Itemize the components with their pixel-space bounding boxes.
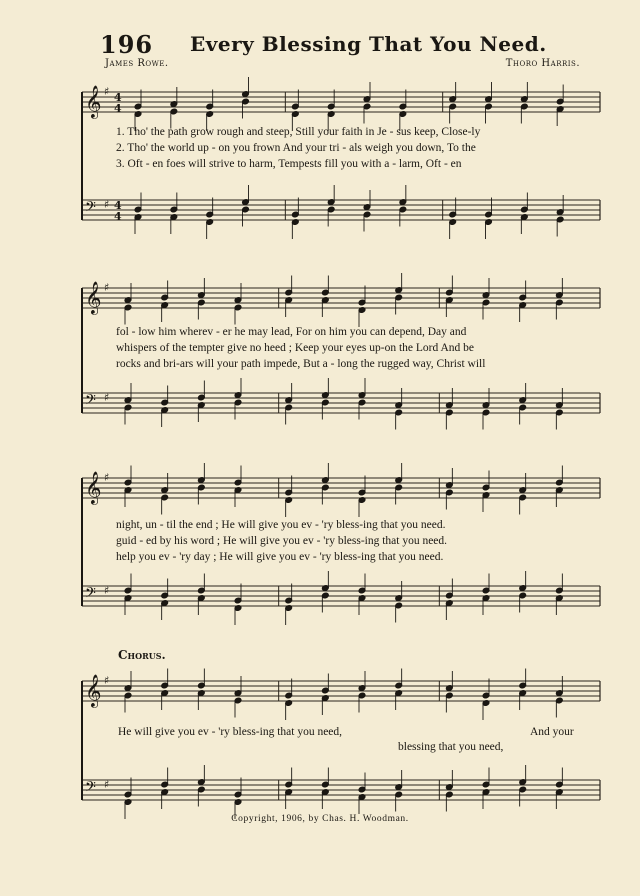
chorus-line-1: He will give you ev - 'ry bless-ing that you need, xyxy=(118,726,343,738)
sharp-icon: ♯ xyxy=(104,85,110,98)
treble-clef-icon: 𝄞 xyxy=(85,471,102,504)
bass-clef-icon: 𝄢 xyxy=(85,779,96,799)
sharp-icon: ♯ xyxy=(104,471,110,484)
copyright-notice: Copyright, 1906, by Chas. H. Woodman. xyxy=(231,814,409,824)
chorus-line-2: blessing that you need, xyxy=(398,741,504,753)
chorus-line-1-end: And your xyxy=(530,726,574,738)
bass-clef-icon: 𝄢 xyxy=(85,585,96,605)
time-signature-top: 4 xyxy=(114,199,122,212)
verse-2-line-1: 2. Tho' the world up - on you frown And your tri - als weigh you down, To the xyxy=(116,142,476,154)
treble-clef-icon: 𝄞 xyxy=(85,85,102,118)
treble-clef-icon: 𝄞 xyxy=(85,281,102,314)
sharp-icon: ♯ xyxy=(104,281,110,294)
time-signature-bottom: 4 xyxy=(114,210,122,223)
hymn-number: 196 xyxy=(100,30,154,59)
sharp-icon: ♯ xyxy=(104,584,110,597)
chorus-label: Chorus. xyxy=(118,648,166,662)
time-signature-top: 4 xyxy=(114,91,122,104)
verse-1-line-3: night, un - til the end ; He will give you ev - 'ry bless-ing that you need. xyxy=(116,519,446,531)
verse-3-line-1: 3. Oft - en foes will strive to harm, Tempests fill you with a - larm, Oft - en xyxy=(116,158,462,170)
lyricist-credit: James Rowe. xyxy=(105,58,169,69)
sharp-icon: ♯ xyxy=(104,674,110,687)
verse-3-line-2: rocks and bri-ars will your path impede, But a - long the rugged way, Christ will xyxy=(116,358,486,370)
bass-clef-icon: 𝄢 xyxy=(85,199,96,219)
verse-1-line-2: fol - low him wherev - er he may lead, For on him you can depend, Day and xyxy=(116,326,467,338)
treble-clef-icon: 𝄞 xyxy=(85,674,102,707)
verse-2-line-2: whispers of the tempter give no heed ; Keep your eyes up-on the Lord And be xyxy=(116,342,474,354)
verse-1-line-1: 1. Tho' the path grow rough and steep, Still your faith in Je - sus keep, Close-ly xyxy=(116,126,481,138)
sharp-icon: ♯ xyxy=(104,391,110,404)
hymn-title: Every Blessing That You Need. xyxy=(190,32,547,56)
verse-3-line-3: help you ev - 'ry day ; He will give you ev - 'ry bless-ing that you need. xyxy=(116,551,444,563)
bass-clef-icon: 𝄢 xyxy=(85,392,96,412)
verse-2-line-3: guid - ed by his word ; He will give you ev - 'ry bless-ing that you need. xyxy=(116,535,448,547)
sharp-icon: ♯ xyxy=(104,198,110,211)
sharp-icon: ♯ xyxy=(104,778,110,791)
composer-credit: Thoro Harris. xyxy=(505,58,580,69)
time-signature-bottom: 4 xyxy=(114,102,122,115)
